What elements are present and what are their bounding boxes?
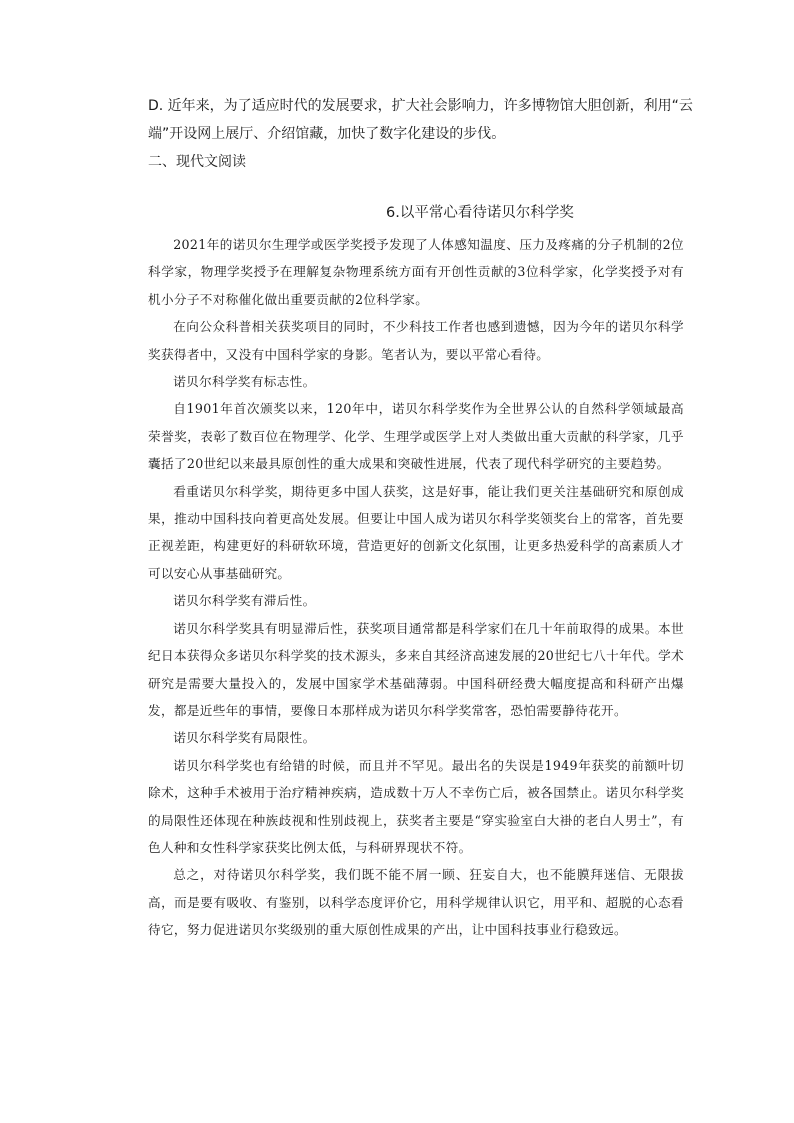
article-paragraph: 总之，对待诺贝尔科学奖，我们既不能不屑一顾、狂妄自大，也不能膜拜迷信、无限拔高，而是要有吸收、有鉴别，以科学态度评价它，用科学规律认识它，用平和、超脱的心态看待它，努力促进诺贝尔奖级别的重大原创性成果的产出，让中国科技事业行稳致远。: [148, 867, 684, 938]
article-paragraph: 诺贝尔科学奖也有给错的时候，而且并不罕见。最出名的失误是1949年获奖的前额叶切除术，这种手术被用于治疗精神疾病，造成数十万人不幸伤亡后，被各国禁止。诺贝尔科学奖的局限性还体现在种族歧视和性别歧视上，获奖者主要是“穿实验室白大褂的老白人男士”，有色人种和女性科学家获奖比例太低，与科研界现状不符。: [148, 757, 684, 855]
question-block: [148, 92, 708, 176]
article-subheading: 诺贝尔科学奖有滞后性。: [173, 593, 316, 609]
article-title: 6.以平常心看待诺贝尔科学奖: [386, 205, 574, 221]
article-body: [148, 231, 684, 944]
article-paragraph: 看重诺贝尔科学奖，期待更多中国人获奖，这是好事，能让我们更关注基础研究和原创成果，推动中国科技向着更高处发展。但要让中国人成为诺贝尔科学奖领奖台上的常客，首先要正视差距，构建更好的科研软环境，营造更好的创新文化氛围，让更多热爱科学的高素质人才可以安心从事基础研究。: [148, 483, 684, 581]
article-paragraph: 在向公众科普相关获奖项目的同时，不少科技工作者也感到遗憾，因为今年的诺贝尔科学奖获得者中，又没有中国科学家的身影。笔者认为，要以平常心看待。: [148, 319, 684, 362]
article-subheading: 诺贝尔科学奖有局限性。: [173, 730, 316, 746]
article-paragraph: 2021年的诺贝尔生理学或医学奖授予发现了人体感知温度、压力及疼痛的分子机制的2位科学家，物理学奖授予在理解复杂物理系统方面有开创性贡献的3位科学家，化学奖授予对有机小分子不对称催化做出重要贡献的2位科学家。: [148, 237, 684, 307]
option-d-text: D. 近年来，为了适应时代的发展要求，扩大社会影响力，许多博物馆大胆创新，利用“云端”开设网上展厅、介绍馆藏，加快了数字化建设的步伐。: [148, 98, 693, 142]
section-heading: 二、现代文阅读: [148, 154, 246, 170]
article-paragraph: 诺贝尔科学奖具有明显滞后性，获奖项目通常都是科学家们在几十年前取得的成果。本世纪日本获得众多诺贝尔科学奖的技术源头，多来自其经济高速发展的20世纪七八十年代。学术研究是需要大量投入的，发展中国家学术基础薄弱。中国科研经费大幅度提高和科研产出爆发，都是近些年的事情，要像日本那样成为诺贝尔科学奖常客，恐怕需要静待花开。: [148, 620, 684, 718]
article-subheading: 诺贝尔科学奖有标志性。: [173, 374, 316, 390]
article-paragraph: 自1901年首次颁奖以来，120年中，诺贝尔科学奖作为全世界公认的自然科学领域最高荣誉奖，表彰了数百位在物理学、化学、生理学或医学上对人类做出重大贡献的科学家，几乎囊括了20世纪以来最具原创性的重大成果和突破性进展，代表了现代科学研究的主要趋势。: [148, 401, 684, 472]
